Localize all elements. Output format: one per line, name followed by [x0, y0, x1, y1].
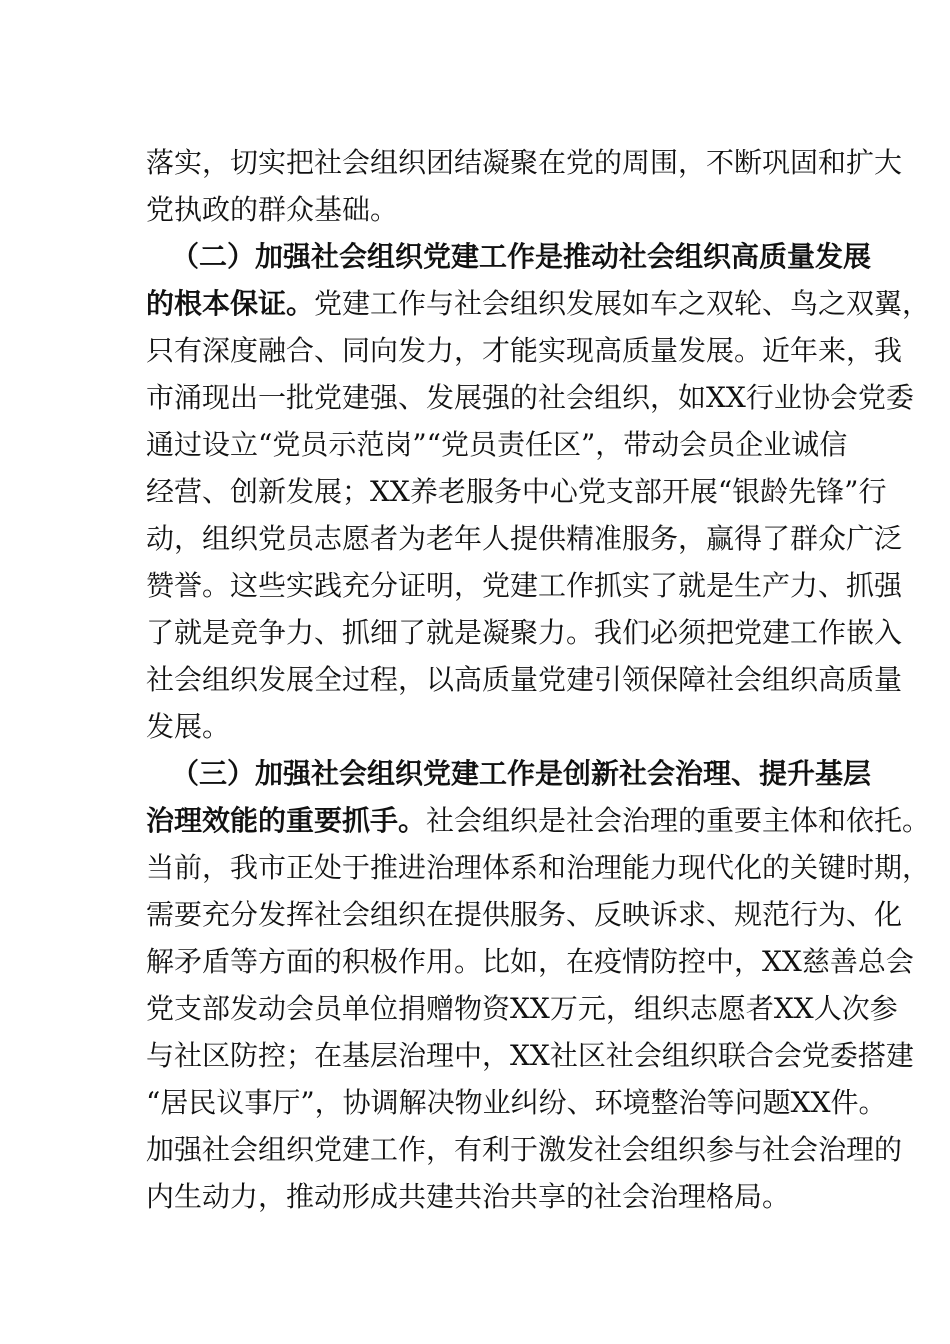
text-line: [146, 334, 902, 368]
text-line: [146, 522, 902, 556]
section-heading-2-tail: 的根本保证。: [146, 287, 315, 320]
section-heading-3: （三）加强社会组织党建工作是创新社会治理、提升基层: [171, 757, 872, 790]
heading-line: [146, 804, 930, 838]
line-text: 需要充分发挥社会组织在提供服务、反映诉求、规范行为、化: [146, 898, 903, 931]
heading-line: [171, 757, 871, 791]
text-line: [146, 428, 847, 462]
line-text: 社会组织是社会治理的重要主体和依托。: [426, 804, 931, 837]
line-text: 了就是竞争力、抓细了就是凝聚力。我们必须把党建工作嵌入: [146, 616, 903, 649]
line-text: 落实，切实把社会组织团结凝聚在党的周围，不断巩固和扩大: [146, 146, 903, 179]
text-line: [146, 569, 902, 603]
line-text: 市涌现出一批党建强、发展强的社会组织，如XX行业协会党委: [146, 381, 914, 414]
text-line: [146, 851, 930, 885]
text-line: [146, 146, 902, 180]
heading-line: [171, 240, 871, 274]
line-text: 加强社会组织党建工作，有利于激发社会组织参与社会治理的: [146, 1133, 903, 1166]
text-line: [146, 992, 898, 1026]
text-line: [146, 898, 902, 932]
line-text: 党支部发动会员单位捐赠物资XX万元，组织志愿者XX人次参: [146, 992, 898, 1025]
line-text: 与社区防控；在基层治理中，XX社区社会组织联合会党委搭建: [146, 1039, 914, 1072]
heading-line: [146, 287, 930, 321]
text-line: [146, 193, 398, 227]
text-line: [146, 1180, 790, 1214]
text-line: [146, 475, 887, 509]
line-text: 通过设立“党员示范岗”“党员责任区”，带动会员企业诚信: [146, 428, 848, 461]
line-text: 只有深度融合、同向发力，才能实现高质量发展。近年来，我: [146, 334, 903, 367]
section-heading-2: （二）加强社会组织党建工作是推动社会组织高质量发展: [171, 240, 872, 273]
text-line: [146, 663, 902, 697]
section-heading-3-tail: 治理效能的重要抓手。: [146, 804, 427, 837]
text-line: [146, 1086, 887, 1120]
line-text: 内生动力，推动形成共建共治共享的社会治理格局。: [146, 1180, 791, 1213]
line-text: 社会组织发展全过程，以高质量党建引领保障社会组织高质量: [146, 663, 903, 696]
text-line: [146, 1039, 914, 1073]
line-text: 发展。: [146, 710, 231, 743]
text-line: [146, 616, 902, 650]
line-text: 经营、创新发展；XX养老服务中心党支部开展“银龄先锋”行: [146, 475, 887, 508]
line-text: 赞誉。这些实践充分证明，党建工作抓实了就是生产力、抓强: [146, 569, 903, 602]
line-text: 党建工作与社会组织发展如车之双轮、鸟之双翼，: [314, 287, 931, 320]
line-text: 当前，我市正处于推进治理体系和治理能力现代化的关键时期，: [146, 851, 931, 884]
text-line: [146, 945, 914, 979]
text-line: [146, 1133, 902, 1167]
line-text: 党执政的群众基础。: [146, 193, 399, 226]
line-text: 动，组织党员志愿者为老年人提供精准服务，赢得了群众广泛: [146, 522, 903, 555]
line-text: 解矛盾等方面的积极作用。比如，在疫情防控中，XX慈善总会: [146, 945, 914, 978]
text-line: [146, 710, 230, 744]
text-line: [146, 381, 914, 415]
line-text: “居民议事厅”，协调解决物业纠纷、环境整治等问题XX件。: [146, 1086, 887, 1119]
